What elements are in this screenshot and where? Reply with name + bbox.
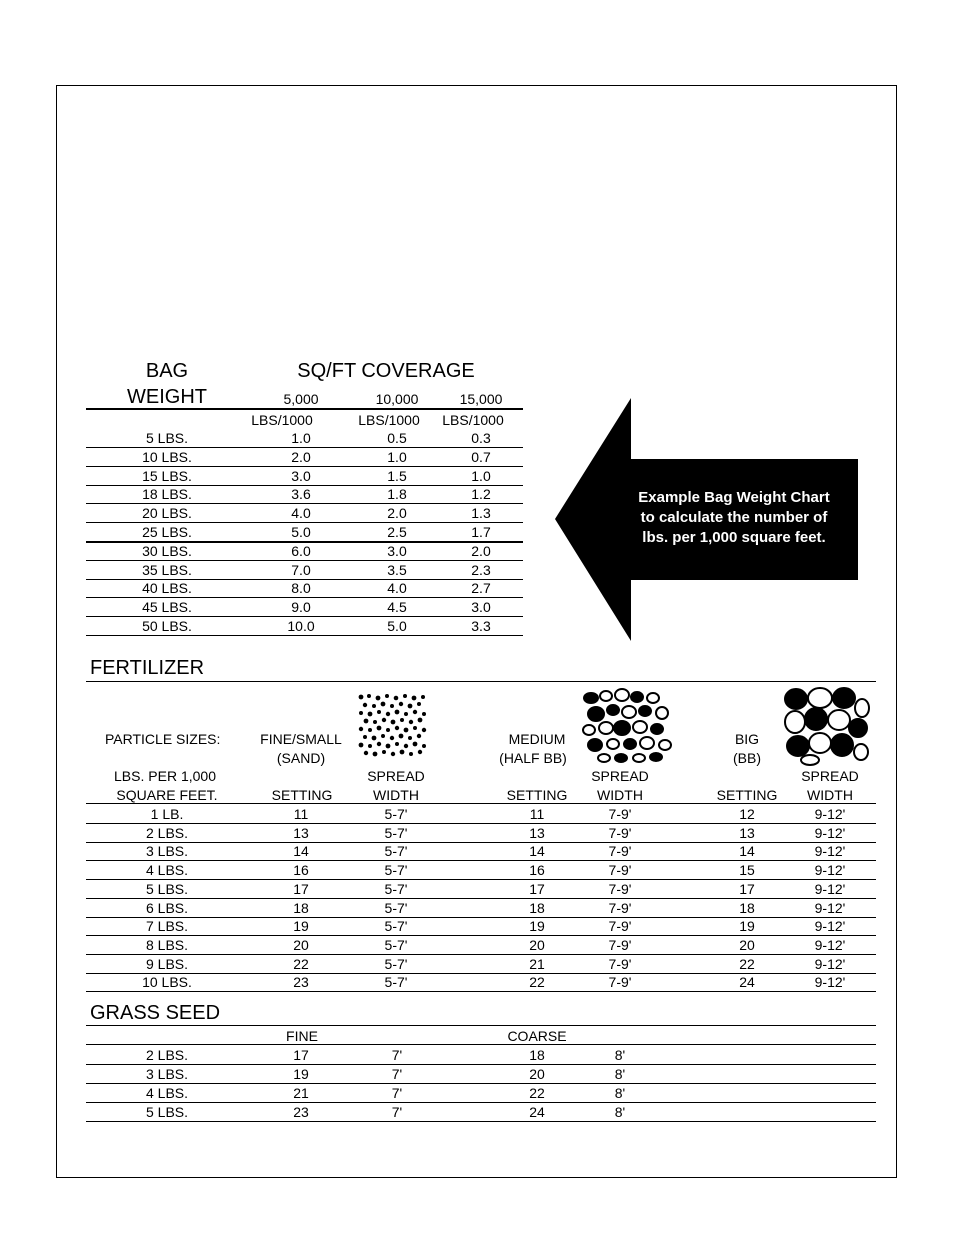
- medium-setting-cell: 19: [529, 918, 545, 935]
- big-setting-cell: 24: [739, 974, 755, 991]
- big-width-cell: 9-12': [814, 936, 846, 953]
- fertilizer-row-rule: [86, 823, 876, 824]
- lbs-per-1000-at-15000: 2.7: [471, 580, 491, 597]
- bag-row-rule: [86, 635, 523, 636]
- big-setting-cell: 19: [739, 918, 755, 935]
- medium-width-cell: 7-9': [608, 880, 632, 897]
- medium-setting-header: SETTING: [506, 787, 568, 803]
- big-width-cell: 9-12': [814, 974, 846, 991]
- fertilizer-title-rule: [86, 681, 876, 682]
- big-setting-cell: 20: [739, 936, 755, 953]
- bag-row-rule: [86, 597, 523, 598]
- lbs-per-1000-at-5000: 5.0: [291, 524, 311, 540]
- bag-weight-cell: 25 LBS.: [142, 524, 192, 540]
- fine-setting-header: SETTING: [271, 787, 333, 803]
- half-bb-label: (HALF BB): [499, 750, 567, 766]
- lbs-per-1000-at-10000: 4.0: [387, 580, 407, 597]
- fertilizer-row-rule: [86, 898, 876, 899]
- medium-setting-cell: 18: [529, 899, 545, 916]
- grass-fine-header: FINE: [286, 1028, 318, 1044]
- big-width-cell: 9-12': [814, 918, 846, 935]
- grass-rate-cell: 5 LBS.: [145, 1104, 189, 1120]
- big-setting-cell: 14: [739, 843, 755, 860]
- lbs-per-1000-at-5000: 3.6: [291, 486, 311, 503]
- lbs-per-1000-at-15000: 0.7: [471, 448, 491, 465]
- grass-fine-setting-cell: 17: [293, 1047, 309, 1063]
- area-5000: 5,000: [283, 391, 319, 407]
- fine-width-cell: 5-7': [384, 806, 408, 822]
- lbs-per-1000-at-15000: 2.0: [471, 542, 491, 559]
- lbs-per-1000-at-5000: 2.0: [291, 448, 311, 465]
- fertilizer-rate-cell: 6 LBS.: [145, 899, 189, 916]
- medium-width-cell: 7-9': [608, 862, 632, 879]
- lbs-per-1000-at-10000: 1.5: [387, 467, 407, 484]
- medium-width-cell: 7-9': [608, 918, 632, 935]
- fine-width-cell: 5-7': [384, 824, 408, 841]
- unit-10000: LBS/1000: [358, 412, 420, 428]
- medium-setting-cell: 16: [529, 862, 545, 879]
- fine-width-cell: 5-7': [384, 974, 408, 991]
- lbs-per-1000-at-15000: 2.3: [471, 561, 491, 578]
- big-spread-label: SPREAD: [801, 768, 859, 784]
- bag-header-rule: [86, 408, 523, 410]
- grass-coarse-setting-cell: 18: [529, 1047, 545, 1063]
- fine-width-cell: 5-7': [384, 899, 408, 916]
- fertilizer-row-rule: [86, 991, 876, 992]
- fertilizer-rate-cell: 2 LBS.: [145, 824, 189, 841]
- grass-rate-cell: 2 LBS.: [145, 1047, 189, 1063]
- big-width-cell: 9-12': [814, 862, 846, 879]
- fine-setting-cell: 20: [293, 936, 309, 953]
- bag-weight-cell: 35 LBS.: [142, 561, 192, 578]
- fertilizer-rate-cell: 4 LBS.: [145, 862, 189, 879]
- bag-row-rule: [86, 503, 523, 504]
- lbs-per-1000-at-10000: 5.0: [387, 618, 407, 634]
- big-width-cell: 9-12': [814, 955, 846, 972]
- particle-sizes-label: PARTICLE SIZES:: [105, 731, 221, 747]
- fertilizer-row-rule: [86, 879, 876, 880]
- fine-setting-cell: 19: [293, 918, 309, 935]
- unit-5000: LBS/1000: [251, 412, 313, 428]
- lbs-per-1000-at-10000: 4.5: [387, 599, 407, 616]
- fertilizer-row-rule: [86, 973, 876, 974]
- fine-setting-cell: 13: [293, 824, 309, 841]
- medium-width-cell: 7-9': [608, 824, 632, 841]
- lbs-per-1000-at-5000: 8.0: [291, 580, 311, 597]
- lbs-per-1000-at-10000: 0.5: [387, 430, 407, 446]
- lbs-per-1000-at-10000: 1.8: [387, 486, 407, 503]
- big-setting-cell: 22: [739, 955, 755, 972]
- bag-weight-cell: 18 LBS.: [142, 486, 192, 503]
- big-setting-cell: 15: [739, 862, 755, 879]
- medium-width-cell: 7-9': [608, 806, 632, 822]
- grass-fine-setting-cell: 23: [293, 1104, 309, 1120]
- fine-width-cell: 5-7': [384, 880, 408, 897]
- bag-weight-cell: 50 LBS.: [142, 618, 192, 634]
- grass-fine-setting-cell: 19: [293, 1066, 309, 1082]
- big-width-cell: 9-12': [814, 843, 846, 860]
- medium-setting-cell: 22: [529, 974, 545, 991]
- medium-spread-label: SPREAD: [591, 768, 649, 784]
- bag-weight-cell: 20 LBS.: [142, 505, 192, 522]
- lbs-per-1000-at-5000: 4.0: [291, 505, 311, 522]
- big-width-cell: 9-12': [814, 806, 846, 822]
- big-setting-cell: 17: [739, 880, 755, 897]
- grass-coarse-setting-cell: 22: [529, 1085, 545, 1101]
- lbs-per-1000-at-15000: 0.3: [471, 430, 491, 446]
- callout-line-1: Example Bag Weight Chart: [638, 489, 830, 506]
- lbs-per-1000-at-5000: 10.0: [287, 618, 315, 634]
- sand-label: (SAND): [276, 750, 326, 766]
- fine-spread-label: SPREAD: [367, 768, 425, 784]
- fertilizer-row-rule: [86, 954, 876, 955]
- medium-setting-cell: 17: [529, 880, 545, 897]
- big-width-cell: 9-12': [814, 880, 846, 897]
- fertilizer-rate-cell: 8 LBS.: [145, 936, 189, 953]
- fine-width-cell: 5-7': [384, 843, 408, 860]
- big-width-cell: 9-12': [814, 824, 846, 841]
- bag-header-line2: WEIGHT: [127, 386, 207, 408]
- lbs-per-1000-at-15000: 3.0: [471, 599, 491, 616]
- fertilizer-row-rule: [86, 935, 876, 936]
- big-setting-header: SETTING: [716, 787, 778, 803]
- medium-setting-cell: 21: [529, 955, 545, 972]
- fertilizer-rate-cell: 1 LB.: [150, 806, 184, 822]
- grass-fine-width-cell: 7': [391, 1085, 403, 1101]
- lbs-per-label: LBS. PER 1,000: [114, 768, 216, 784]
- fertilizer-row-rule: [86, 842, 876, 843]
- lbs-per-1000-at-10000: 2.5: [387, 524, 407, 540]
- fertilizer-rate-cell: 5 LBS.: [145, 880, 189, 897]
- grass-coarse-width-cell: 8': [614, 1066, 626, 1082]
- grass-coarse-width-cell: 8': [614, 1104, 626, 1120]
- fertilizer-row-rule: [86, 917, 876, 918]
- fine-setting-cell: 14: [293, 843, 309, 860]
- bag-weight-cell: 5 LBS.: [145, 430, 189, 446]
- grass-row-rule: [86, 1121, 876, 1122]
- fine-width-cell: 5-7': [384, 955, 408, 972]
- area-10000: 10,000: [375, 391, 419, 407]
- big-setting-cell: 12: [739, 806, 755, 822]
- fine-setting-cell: 17: [293, 880, 309, 897]
- big-width-cell: 9-12': [814, 899, 846, 916]
- bag-row-rule: [86, 522, 523, 523]
- fine-width-cell: 5-7': [384, 862, 408, 879]
- fertilizer-title: FERTILIZER: [90, 657, 205, 679]
- fine-small-label: FINE/SMALL: [260, 731, 342, 747]
- area-15000: 15,000: [459, 391, 503, 407]
- bag-header-line1: BAG: [145, 360, 189, 382]
- bag-weight-cell: 30 LBS.: [142, 542, 192, 559]
- fertilizer-rate-cell: 7 LBS.: [145, 918, 189, 935]
- medium-particles-icon: [582, 688, 674, 764]
- fine-setting-cell: 23: [293, 974, 309, 991]
- grass-coarse-width-cell: 8': [614, 1047, 626, 1063]
- medium-width-cell: 7-9': [608, 899, 632, 916]
- bag-weight-cell: 40 LBS.: [142, 580, 192, 597]
- grass-title-rule: [86, 1025, 876, 1026]
- medium-width-cell: 7-9': [608, 955, 632, 972]
- fertilizer-rate-cell: 3 LBS.: [145, 843, 189, 860]
- grass-coarse-setting-cell: 24: [529, 1104, 545, 1120]
- medium-setting-cell: 20: [529, 936, 545, 953]
- big-particles-icon: [782, 686, 870, 766]
- lbs-per-1000-at-15000: 1.2: [471, 486, 491, 503]
- grass-fine-width-cell: 7': [391, 1066, 403, 1082]
- medium-label: MEDIUM: [508, 731, 566, 747]
- big-setting-cell: 18: [739, 899, 755, 916]
- bag-weight-cell: 45 LBS.: [142, 599, 192, 616]
- grass-fine-width-cell: 7': [391, 1047, 403, 1063]
- grass-fine-width-cell: 7': [391, 1104, 403, 1120]
- medium-setting-cell: 11: [529, 806, 545, 822]
- fine-setting-cell: 18: [293, 899, 309, 916]
- medium-width-cell: 7-9': [608, 843, 632, 860]
- grass-row-rule: [86, 1102, 876, 1103]
- grass-coarse-width-cell: 8': [614, 1085, 626, 1101]
- bag-weight-cell: 15 LBS.: [142, 467, 192, 484]
- lbs-per-1000-at-5000: 6.0: [291, 542, 311, 559]
- grass-header-rule: [86, 1044, 876, 1045]
- fertilizer-row-rule: [86, 860, 876, 861]
- medium-setting-cell: 13: [529, 824, 545, 841]
- grass-row-rule: [86, 1064, 876, 1065]
- lbs-per-1000-at-5000: 3.0: [291, 467, 311, 484]
- callout-text: [604, 488, 864, 548]
- grass-rate-cell: 4 LBS.: [145, 1085, 189, 1101]
- lbs-per-1000-at-10000: 2.0: [387, 505, 407, 522]
- grass-coarse-header: COARSE: [507, 1028, 567, 1044]
- big-setting-cell: 13: [739, 824, 755, 841]
- fertilizer-rate-cell: 10 LBS.: [142, 974, 192, 991]
- fine-width-cell: 5-7': [384, 918, 408, 935]
- medium-width-cell: 7-9': [608, 974, 632, 991]
- lbs-per-1000-at-5000: 1.0: [291, 430, 311, 446]
- bag-weight-cell: 10 LBS.: [142, 448, 192, 465]
- medium-width-cell: 7-9': [608, 936, 632, 953]
- fine-width-cell: 5-7': [384, 936, 408, 953]
- bb-label: (BB): [733, 750, 761, 766]
- grass-row-rule: [86, 1083, 876, 1084]
- medium-width-header: WIDTH: [597, 787, 643, 803]
- fertilizer-header-rule: [86, 803, 876, 804]
- fine-setting-cell: 11: [293, 806, 309, 822]
- lbs-per-1000-at-15000: 1.3: [471, 505, 491, 522]
- fine-setting-cell: 22: [293, 955, 309, 972]
- big-label: BIG: [734, 731, 760, 747]
- lbs-per-1000-at-5000: 7.0: [291, 561, 311, 578]
- lbs-per-1000-at-15000: 1.7: [471, 524, 491, 540]
- lbs-per-1000-at-10000: 3.5: [387, 561, 407, 578]
- fine-particles-icon: [357, 693, 429, 759]
- unit-15000: LBS/1000: [442, 412, 504, 428]
- callout-line-3: lbs. per 1,000 square feet.: [642, 529, 826, 546]
- callout-line-2: to calculate the number of: [640, 509, 828, 526]
- grass-seed-title: GRASS SEED: [90, 1002, 221, 1024]
- big-width-header: WIDTH: [807, 787, 853, 803]
- fertilizer-rate-cell: 9 LBS.: [145, 955, 189, 972]
- fine-width-header: WIDTH: [373, 787, 419, 803]
- square-feet-label: SQUARE FEET.: [116, 787, 218, 803]
- grass-rate-cell: 3 LBS.: [145, 1066, 189, 1082]
- grass-fine-setting-cell: 21: [293, 1085, 309, 1101]
- lbs-per-1000-at-5000: 9.0: [291, 599, 311, 616]
- lbs-per-1000-at-15000: 1.0: [471, 467, 491, 484]
- medium-setting-cell: 14: [529, 843, 545, 860]
- coverage-header: SQ/FT COVERAGE: [297, 360, 475, 382]
- grass-coarse-setting-cell: 20: [529, 1066, 545, 1082]
- lbs-per-1000-at-10000: 1.0: [387, 448, 407, 465]
- fine-setting-cell: 16: [293, 862, 309, 879]
- lbs-per-1000-at-10000: 3.0: [387, 542, 407, 559]
- bag-row-rule: [86, 616, 523, 617]
- lbs-per-1000-at-15000: 3.3: [471, 618, 491, 634]
